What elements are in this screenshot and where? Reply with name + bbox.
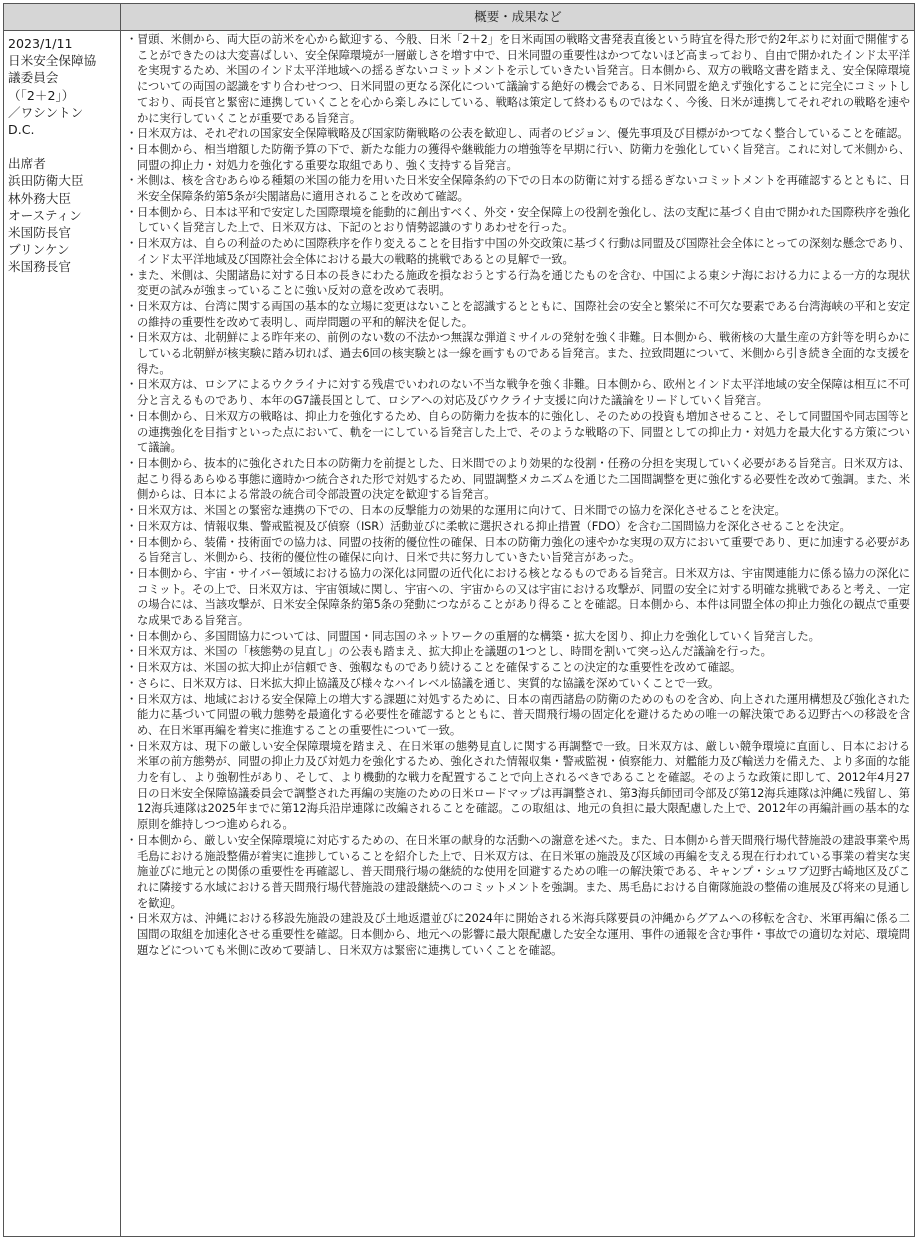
- bullet-mark: ・: [126, 692, 138, 706]
- summary-item-text: 日米双方は、自らの利益のために国際秩序を作り変えることを目指す中国の外交政策に基づく行動は同盟及び国際社会全体にとっての深刻な懸念であり、インド太平洋地域及び国際社会全体における最大の戦略的挑戦であるとの見解で一致。: [137, 237, 910, 266]
- summary-item: [126, 833, 910, 912]
- summary-item-text: さらに、日米双方は、日米拡大抑止協議及び様々なハイレベル協議を通じ、実質的な協議を深めていくことで一致。: [137, 676, 720, 690]
- bullet-mark: ・: [126, 331, 138, 345]
- bullet-mark: ・: [126, 661, 138, 675]
- bullet-mark: ・: [126, 739, 138, 753]
- summary-item-text: 日本側から、日本は平和で安定した国際環境を能動的に創出すべく、外交・安全保障上の役割を強化し、法の支配に基づく自由で開かれた国際秩序を強化していく旨発言した上で、日米双方は、下記のとおり情勢認識のすりあわせを行った。: [137, 205, 910, 235]
- summary-item: [126, 299, 910, 330]
- bullet-mark: ・: [126, 378, 138, 392]
- summary-item: [126, 236, 910, 267]
- bullet-mark: ・: [126, 205, 138, 219]
- summary-item: [126, 739, 910, 833]
- bullet-mark: ・: [126, 299, 138, 313]
- header-empty-cell: [4, 4, 121, 30]
- summary-item-text: 日本側から、抜本的に強化された日本の防衛力を前提とした、日米間でのより効果的な役割・任務の分担を実現していく必要がある旨発言。日米双方は、起こり得るあらゆる事態に適時かつ統合された形で対処するため、同盟調整メカニズムを通じた二国間調整を更に強化する必要性を改めて強調。また、米側からは、日本による常設の統合司令部設置の決定を歓迎する旨発言。: [137, 456, 910, 502]
- meeting-date: 2023/1/11: [8, 36, 73, 51]
- bullet-mark: ・: [126, 409, 138, 423]
- attendee: 米国防長官: [8, 225, 71, 241]
- meeting-name-line: （「2＋2」）: [8, 87, 75, 103]
- summary-table: [3, 3, 915, 1237]
- bullet-mark: ・: [126, 645, 138, 659]
- meeting-location-line: D.C.: [8, 122, 35, 138]
- summary-item-text: 米側は、核を含むあらゆる種類の米国の能力を用いた日米安全保障条約の下での日本の防衛に対する揺るぎないコミットメントを再確認するとともに、日米安全保障条約第5条が尖閣諸島に適用されることを改めて確認。: [137, 174, 910, 204]
- meeting-name-line: 日米安全保障協: [8, 53, 97, 69]
- summary-item-text: 日本側から、装備・技術面での協力は、同盟の技術的優位性の確保、日本の防衛力強化の速やかな実現の双方において重要であり、更に加速する必要がある旨発言し、米側から、技術的優位性の確保に向け、日米で共に努力していきたい旨発言があった。: [137, 535, 910, 565]
- summary-item: [126, 676, 910, 692]
- summary-item: [126, 456, 910, 503]
- summary-item: [126, 503, 910, 519]
- attendee: ブリンケン: [8, 242, 70, 258]
- summary-item: [126, 629, 910, 645]
- summary-item: [126, 660, 910, 676]
- attendee: 林外務大臣: [8, 190, 71, 206]
- summary-item: [126, 377, 910, 408]
- summary-item: [126, 409, 910, 456]
- table-header-row: [4, 4, 914, 31]
- summary-item-text: 日本側から、相当増額した防衛予算の下で、新たな能力の獲得や継戦能力の増強等を早期に行い、防衛力を強化していく旨発言。これに対して米側から、同盟の抑止力・対処力を強化する重要な取組であり、強く支持する旨発言。: [137, 142, 910, 172]
- summary-item: [126, 535, 910, 566]
- summary-item-text: 日米双方は、台湾に関する両国の基本的な立場に変更はないことを認識するとともに、国際社会の安全と繁栄に不可欠な要素である台湾海峡の平和と安定の維持の重要性を改めて表明し、両岸問題の平和的解決を促した。: [137, 299, 910, 329]
- summary-item: [126, 173, 910, 204]
- meeting-location-line: ／ワシントン: [8, 104, 84, 120]
- summary-item: [126, 692, 910, 739]
- summary-item: [126, 126, 910, 142]
- bullet-mark: ・: [126, 142, 138, 156]
- bullet-mark: ・: [126, 504, 138, 518]
- bullet-mark: ・: [126, 268, 138, 282]
- bullet-mark: ・: [126, 629, 138, 643]
- summary-item-text: また、米側は、尖閣諸島に対する日本の長きにわたる施政を損なおうとする行為を通じたものを含む、中国による東シナ海における力による一方的な現状変更の試みが強まっていることに強い反対の意を改めて表明。: [137, 268, 910, 298]
- bullet-mark: ・: [126, 33, 138, 46]
- bullet-mark: ・: [126, 519, 138, 533]
- bullet-mark: ・: [126, 535, 138, 549]
- summary-content-cell: [122, 32, 914, 1236]
- summary-item: [126, 566, 910, 629]
- summary-item: [126, 519, 910, 535]
- summary-item-text: 日本側から、多国間協力については、同盟国・同志国のネットワークの重層的な構築・拡大を図り、抑止力を強化していく旨発言した。: [137, 629, 820, 643]
- summary-item-text: 日米双方は、米国の拡大抑止が信頼でき、強靱なものであり続けることを確保することの決定的な重要性を改めて確認。: [137, 661, 742, 675]
- summary-item-text: 日米双方は、米国の「核態勢の見直し」の公表も踏まえ、拡大抑止を議題の1つとし、時間を割いて突っ込んだ議論を行った。: [137, 645, 772, 659]
- summary-item: [126, 911, 910, 958]
- bullet-mark: ・: [126, 833, 138, 847]
- bullet-mark: ・: [126, 566, 138, 580]
- summary-item: [126, 268, 910, 299]
- meeting-info-cell: [4, 31, 121, 1236]
- bullet-mark: ・: [126, 676, 138, 690]
- bullet-mark: ・: [126, 456, 138, 470]
- summary-item-text: 日米双方は、それぞれの国家安全保障戦略及び国家防衛戦略の公表を歓迎し、両者のビジョン、優先事項及び目標がかつてなく整合していることを確認。: [137, 127, 909, 141]
- summary-item-text: 日米双方は、現下の厳しい安全保障環境を踏まえ、在日米軍の態勢見直しに関する再調整で一致。日米双方は、厳しい競争環境に直面し、日本における米軍の前方態勢が、同盟の抑止力及び対処力を強化するため、強化された情報収集・警戒監視・偵察能力、対艦能力及び輸送力を備えた、より多面的な能力を有し、より強靭性があり、そして、より機動的な戦力を配置することで向上されるべきであることを確認。そのような政策に即して、2012年4月27日の日米安全保障協議委員会で調整された再編の実施のための日米ロードマップは再調整され、第3海兵師団司令部及び第12海兵連隊は沖縄に残留し、第12海兵連隊は2025年までに第12海兵沿岸連隊に改編されることを確認。この取組は、地元の負担に最大限配慮した上で、2012年の再編計画の基本的な原則を維持しつつ進められる。: [137, 739, 910, 832]
- bullet-mark: ・: [126, 912, 138, 926]
- summary-item-text: 日本側から、日米双方の戦略は、抑止力を強化するため、自らの防衛力を抜本的に強化し、そのための投資も増加させること、そして同盟国や同志国等との連携強化を目指すといった点において、軌を一にしている旨発言した上で、そのような戦略の下、同盟としての抑止力・対処力を最大化する方策について議論。: [137, 409, 910, 455]
- summary-item: [126, 142, 910, 173]
- summary-item-text: 日本側から、厳しい安全保障環境に対応するための、在日米軍の献身的な活動への謝意を述べた。また、日本側から普天間飛行場代替施設の建設事業や馬毛島における施設整備が着実に進捗していることを紹介した上で、日米双方は、在日米軍の施設及び区域の再編を支える現在行われている事業の着実な実施並びに地元との関係の重要性を再確認し、普天間飛行場の継続的な使用を回避するための唯一の解決策である、キャンプ・シュワブ辺野古崎地区及びこれに隣接する水域における普天間飛行場代替施設の建設継続へのコミットメントを強調。また、馬毛島における自衛隊施設の整備の進展及び将来の見通しを歓迎。: [137, 833, 910, 910]
- summary-item-text: 日本側から、宇宙・サイバー領域における協力の深化は同盟の近代化における核となるものである旨発言。日米双方は、宇宙関連能力に係る協力の深化にコミット。その上で、日米双方は、宇宙領域に関し、宇宙への、宇宙からの又は宇宙における攻撃が、同盟の安全に対する明確な挑戦であると考え、一定の場合には、当該攻撃が、日米安全保障条約第5条の発動につながることがあり得ることを確認。日本側から、本件は同盟全体の抑止力強化の観点で重要な成果である旨発言。: [137, 566, 910, 628]
- header-title: 概要・成果など: [474, 9, 562, 24]
- attendee: 米国務長官: [8, 259, 71, 275]
- summary-item-text: 日米双方は、地域における安全保障上の増大する課題に対処するために、日本の南西諸島の防衛のためのものを含め、向上された運用構想及び強化された能力に基づいて同盟の戦力態勢を最適化する必要性を確認するとともに、普天間飛行場の固定化を避けるための唯一の解決策である辺野古への移設を含め、在日米軍再編を着実に推進することの重要性について一致。: [137, 692, 910, 737]
- summary-item-text: 日米双方は、ロシアによるウクライナに対する残虐でいわれのない不当な戦争を強く非難。日本側から、欧州とインド太平洋地域の安全保障は相互に不可分と言えるものであり、本年のG7議長国として、ロシアへの対応及びウクライナ支援に向けた議論をリードしていく旨発言。: [137, 378, 910, 408]
- summary-item-text: 日米双方は、情報収集、警戒監視及び偵察（ISR）活動並びに柔軟に選択される抑止措置（FDO）を含む二国間協力を深化させることを決定。: [137, 519, 851, 533]
- summary-item: [126, 205, 910, 236]
- summary-item-text: 冒頭、米側から、両大臣の訪米を心から歓迎する、今般、日米「2＋2」を日米両国の戦略文書発表直後という時宜を得た形で約2年ぶりに対面で開催することができたのは大変喜ばしい、安全保障環境が一層厳しさを増す中で、日米同盟の重要性はかつてないほど高まっており、自由で開かれたインド太平洋を実現するため、米国のインド太平洋地域への揺るぎないコミットメントを示していきたい旨発言。日本側から、双方の戦略文書を踏まえ、安全保障環境についての両国の認識をすり合わせつつ、日米同盟の更なる深化について議論する絶好の機会である、日米同盟を絶えず強化することに完全にコミットしており、両長官と緊密に連携していくことを心から楽しみにしている、戦略は策定して終わるものではなく、今後、日米が連携してそれぞれの戦略を速やかに実行していくことが重要である旨発言。: [137, 33, 910, 125]
- summary-item: [126, 32, 910, 126]
- attendees-label: 出席者: [8, 156, 46, 172]
- meeting-name-line: 議委員会: [8, 70, 59, 86]
- attendee: オースティン: [8, 207, 82, 223]
- attendee: 浜田防衛大臣: [8, 173, 84, 189]
- bullet-mark: ・: [126, 127, 138, 141]
- summary-item-text: 日米双方は、沖縄における移設先施設の建設及び土地返還並びに2024年に開始される米海兵隊要員の沖縄からグアムへの移転を含む、米軍再編に係る二国間の取組を加速化させる重要性を確認。日本側から、地元への影響に最大限配慮した安全な運用、事件の通報を含む事件・事故での適切な対応、環境問題などについても米側に改めて要請し、日米双方は緊密に連携していくことを確認。: [137, 912, 910, 957]
- summary-item-text: 日米双方は、米国との緊密な連携の下での、日本の反撃能力の効果的な運用に向けて、日米間での協力を深化させることを決定。: [137, 504, 786, 518]
- bullet-mark: ・: [126, 174, 138, 188]
- summary-item: [126, 644, 910, 660]
- bullet-mark: ・: [126, 237, 138, 251]
- summary-item: [126, 330, 910, 377]
- summary-item-text: 日米双方は、北朝鮮による昨年来の、前例のない数の不法かつ無謀な弾道ミサイルの発射を強く非難。日本側から、戦術核の大量生産の方針等を明らかにしている北朝鮮が核実験に踏み切れば、過去6回の核実験とは一線を画すものである旨発言。また、拉致問題について、米側から引き続き全面的な支援を得た。: [137, 331, 910, 376]
